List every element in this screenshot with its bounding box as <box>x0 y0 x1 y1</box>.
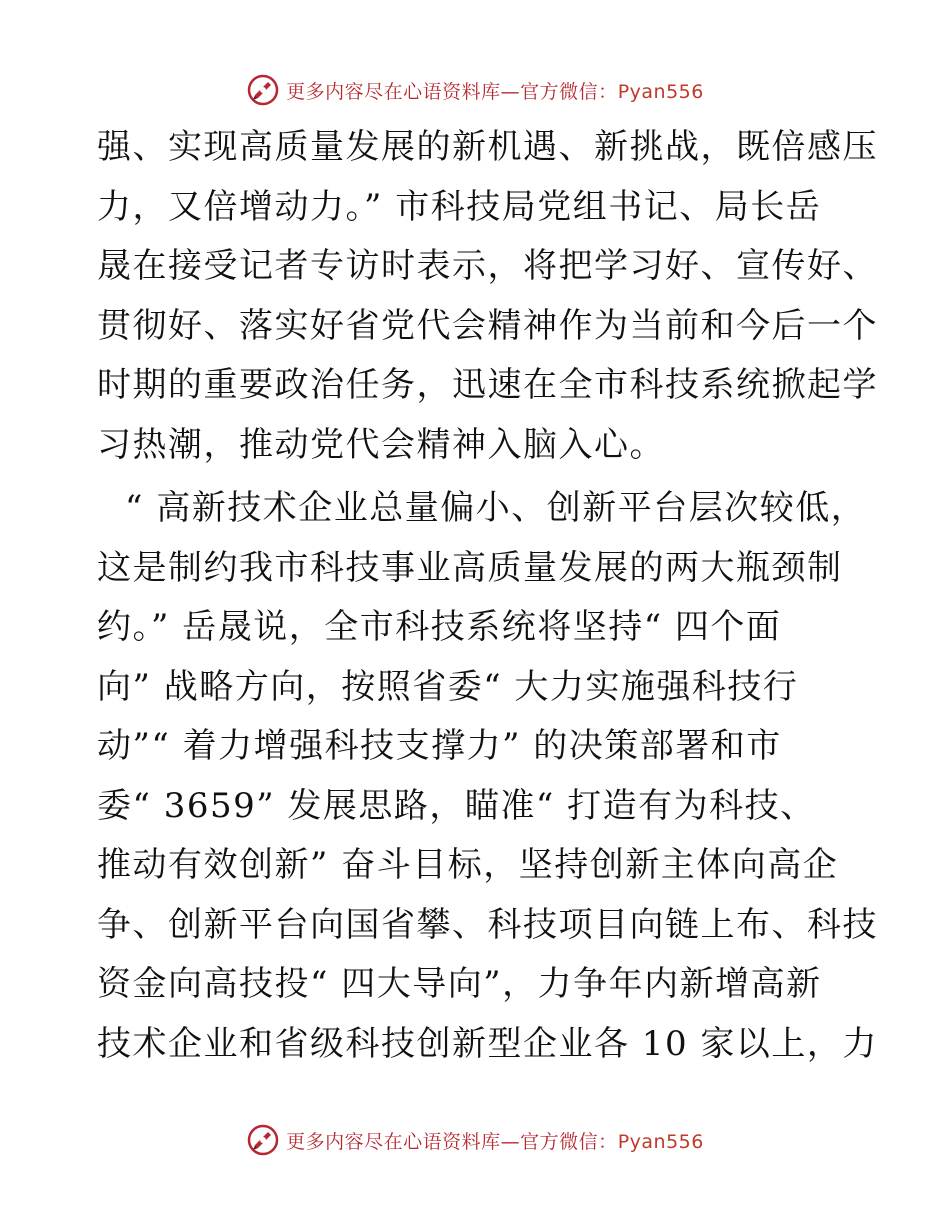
text-line: 时期的重要政治任务，迅速在全市科技系统掀起学 <box>97 365 878 405</box>
footer-wechat-id: Pyan556 <box>617 1130 704 1153</box>
text-line: 争、创新平台向国省攀、科技项目向链上布、科技 <box>97 904 878 945</box>
text-line: 强、实现高质量发展的新机遇、新挑战，既倍感压 <box>97 127 878 167</box>
text-line: 贯彻好、落实好省党代会精神作为当前和今后一个 <box>97 305 878 346</box>
header-text <box>286 77 704 104</box>
text-line: 委“ 3659” 发展思路，瞄准“ 打造有为科技、 <box>97 785 816 826</box>
text-line: 技术企业和省级科技创新型企业各 10 家以上，力 <box>97 1023 878 1064</box>
text-line: “ 高新技术企业总量偏小、创新平台层次较低， <box>125 488 867 528</box>
header-wechat-label: 官方微信： <box>520 80 618 103</box>
text-line: 这是制约我市科技事业高质量发展的两大瓶颈制 <box>97 547 843 588</box>
footer-separator: — <box>500 1130 521 1153</box>
footer-text <box>286 1127 704 1154</box>
text-line: 资金向高技投“ 四大导向”，力争年内新增高新 <box>97 964 822 1004</box>
header-separator: — <box>500 80 521 103</box>
header-wechat-id: Pyan556 <box>617 80 704 103</box>
footer-watermark <box>0 1120 950 1160</box>
text-line: 向” 战略方向，按照省委“ 大力实施强科技行 <box>97 666 799 707</box>
text-line: 动”“ 着力增强科技支撑力” 的决策部署和市 <box>97 726 782 766</box>
header-watermark <box>0 70 950 110</box>
logo-icon <box>246 73 280 107</box>
document-body <box>97 118 878 1074</box>
header-site: 更多内容尽在心语资料库 <box>286 80 501 103</box>
text-line: 力，又倍增动力。” 市科技局党组书记、局长岳 <box>97 186 822 227</box>
footer-wechat-label: 官方微信： <box>520 1130 618 1153</box>
text-line: 推动有效创新” 奋斗目标，坚持创新主体向高企 <box>97 845 839 885</box>
logo-icon <box>246 1123 280 1157</box>
text-line: 约。” 岳晟说，全市科技系统将坚持“ 四个面 <box>97 607 782 647</box>
text-line: 习热潮，推动党代会精神入脑入心。 <box>97 424 665 465</box>
footer-site: 更多内容尽在心语资料库 <box>286 1130 501 1153</box>
text-line: 晟在接受记者专访时表示，将把学习好、宣传好、 <box>97 246 878 286</box>
